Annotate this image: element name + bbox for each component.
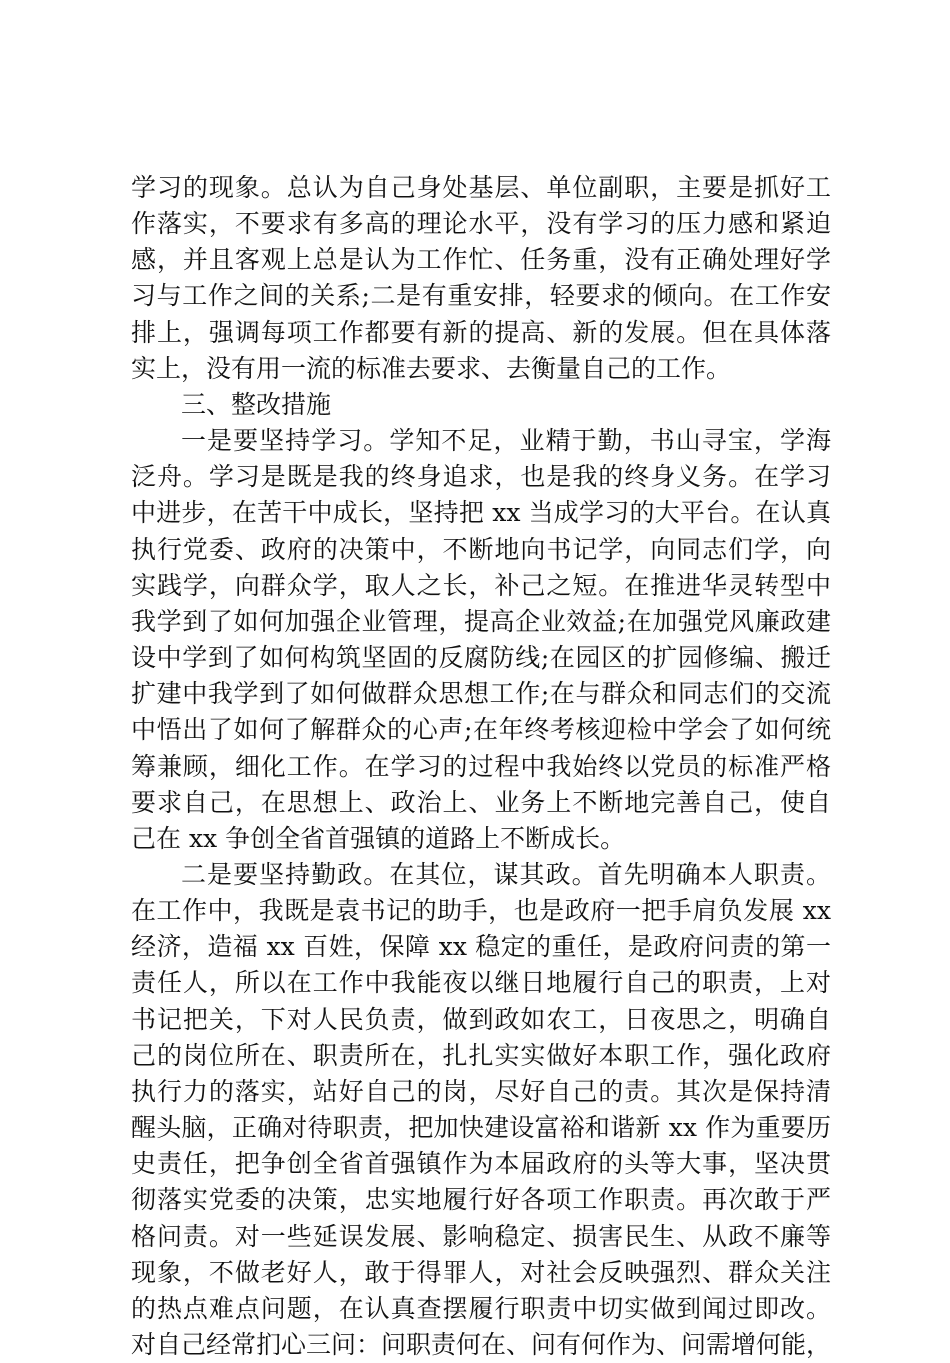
text-line: 筹兼顾，细化工作。在学习的过程中我始终以党员的标准严格	[131, 751, 831, 781]
text-line: 执行党委、政府的决策中，不断地向书记学，向同志们学，向	[131, 534, 831, 564]
text-line: 执行力的落实，站好自己的岗，尽好自己的责。其次是保持清	[131, 1076, 831, 1106]
text-line: 己在 xx 争创全省首强镇的道路上不断成长。	[131, 823, 626, 853]
paragraph	[131, 857, 831, 1363]
text-line: 格问责。对一些延误发展、影响稳定、损害民生、从政不廉等	[131, 1221, 831, 1251]
text-line: 对自己经常扪心三问：问职责何在、问有何作为、问需增何能，	[131, 1330, 832, 1359]
text-line: 中悟出了如何了解群众的心声;在年终考核迎检中学会了如何统	[131, 715, 831, 745]
text-line: 扩建中我学到了如何做群众思想工作;在与群众和同志们的交流	[131, 679, 831, 709]
paragraph	[131, 170, 831, 387]
text-line: 中进步，在苦干中成长，坚持把 xx 当成学习的大平台。在认真	[131, 498, 831, 528]
text-line: 作落实，不要求有多高的理论水平，没有学习的压力感和紧迫	[131, 209, 831, 239]
text-line: 的热点难点问题，在认真查摆履行职责中切实做到闻过即改。	[131, 1293, 831, 1323]
text-line: 二是要坚持勤政。在其位，谋其政。首先明确本人职责。	[181, 859, 831, 889]
text-line: 现象，不做老好人，敢于得罪人，对社会反映强烈、群众关注	[131, 1257, 831, 1287]
text-line: 一是要坚持学习。学知不足，业精于勤，书山寻宝，学海	[181, 426, 831, 456]
document-body	[131, 170, 831, 1363]
text-line: 责任人，所以在工作中我能夜以继日地履行自己的职责，上对	[131, 968, 831, 998]
text-line: 习与工作之间的关系;二是有重安排，轻要求的倾向。在工作安	[131, 281, 831, 311]
text-line: 在工作中，我既是袁书记的助手，也是政府一把手肩负发展 xx	[131, 896, 831, 926]
text-line: 我学到了如何加强企业管理，提高企业效益;在加强党风廉政建	[131, 606, 831, 636]
text-line: 经济，造福 xx 百姓，保障 xx 稳定的重任，是政府问责的第一	[131, 932, 831, 962]
text-line: 书记把关，下对人民负责，做到政如农工，日夜思之，明确自	[131, 1004, 831, 1034]
text-line: 实践学，向群众学，取人之长，补己之短。在推进华灵转型中	[131, 570, 831, 600]
text-line: 要求自己，在思想上、政治上、业务上不断地完善自己，使自	[131, 787, 831, 817]
text-line: 彻落实党委的决策，忠实地履行好各项工作职责。再次敢于严	[131, 1185, 831, 1215]
text-line: 排上，强调每项工作都要有新的提高、新的发展。但在具体落	[131, 317, 831, 347]
text-line: 实上，没有用一流的标准去要求、去衡量自己的工作。	[131, 353, 732, 383]
section-heading	[131, 387, 831, 423]
heading-text: 三、整改措施	[181, 389, 332, 419]
text-line: 泛舟。学习是既是我的终身追求，也是我的终身义务。在学习	[131, 462, 831, 492]
text-line: 学习的现象。总认为自己身处基层、单位副职，主要是抓好工	[131, 173, 831, 202]
text-line: 醒头脑，正确对待职责，把加快建设富裕和谐新 xx 作为重要历	[131, 1113, 831, 1143]
text-line: 己的岗位所在、职责所在，扎扎实实做好本职工作，强化政府	[131, 1040, 831, 1070]
text-line: 设中学到了如何构筑坚固的反腐防线;在园区的扩园修编、搬迁	[131, 643, 831, 673]
text-line: 史责任，把争创全省首强镇作为本届政府的头等大事，坚决贯	[131, 1149, 831, 1179]
text-line: 感，并且客观上总是认为工作忙、任务重，没有正确处理好学	[131, 245, 831, 275]
paragraph	[131, 423, 831, 857]
